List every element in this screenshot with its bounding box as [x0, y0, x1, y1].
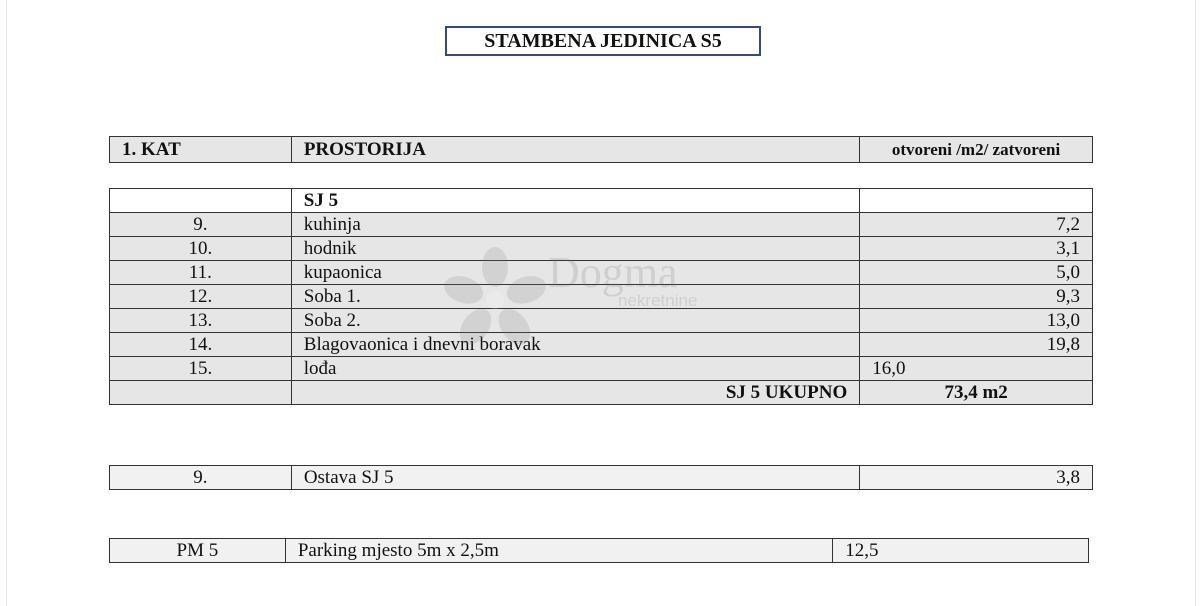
room-number: 9.	[110, 213, 292, 237]
room-name: Blagovaonica i dnevni boravak	[291, 333, 859, 357]
room-number: 10.	[110, 237, 292, 261]
unit-label-row	[110, 189, 1093, 213]
room-row	[110, 237, 1093, 261]
room-number: 13.	[110, 309, 292, 333]
unit-label: SJ 5	[291, 189, 859, 213]
storage-no: 9.	[110, 466, 292, 490]
room-area: 5,0	[860, 261, 1093, 285]
header-row	[110, 137, 1093, 163]
total-row	[110, 381, 1093, 405]
header-area: otvoreni /m2/ zatvoreni	[860, 137, 1093, 163]
room-area: 16,0	[860, 357, 1093, 381]
parking-area: 12,5	[833, 539, 1089, 563]
room-row	[110, 261, 1093, 285]
parking-name: Parking mjesto 5m x 2,5m	[285, 539, 832, 563]
parking-row	[110, 539, 1089, 563]
room-number: 11.	[110, 261, 292, 285]
room-name: kuhinja	[291, 213, 859, 237]
room-area: 7,2	[860, 213, 1093, 237]
header-room: PROSTORIJA	[291, 137, 859, 163]
room-name: Soba 1.	[291, 285, 859, 309]
room-row	[110, 333, 1093, 357]
room-row	[110, 213, 1093, 237]
header-floor: 1. KAT	[110, 137, 292, 163]
document-title: STAMBENA JEDINICA S5	[445, 26, 761, 56]
room-area: 19,8	[860, 333, 1093, 357]
room-row	[110, 309, 1093, 333]
parking-table	[109, 538, 1089, 563]
room-area: 9,3	[860, 285, 1093, 309]
storage-row	[110, 466, 1093, 490]
room-name: kupaonica	[291, 261, 859, 285]
header-table	[109, 136, 1093, 163]
parking-no: PM 5	[110, 539, 286, 563]
total-value: 73,4 m2	[860, 381, 1093, 405]
room-row	[110, 357, 1093, 381]
storage-table	[109, 465, 1093, 490]
room-area: 3,1	[860, 237, 1093, 261]
room-row	[110, 285, 1093, 309]
room-name: Soba 2.	[291, 309, 859, 333]
storage-area: 3,8	[860, 466, 1093, 490]
room-name: lođa	[291, 357, 859, 381]
room-number: 12.	[110, 285, 292, 309]
room-area: 13,0	[860, 309, 1093, 333]
storage-name: Ostava SJ 5	[291, 466, 859, 490]
rooms-table	[109, 188, 1093, 405]
total-label: SJ 5 UKUPNO	[291, 381, 859, 405]
room-rows	[110, 213, 1093, 381]
room-number: 15.	[110, 357, 292, 381]
room-number: 14.	[110, 333, 292, 357]
room-name: hodnik	[291, 237, 859, 261]
